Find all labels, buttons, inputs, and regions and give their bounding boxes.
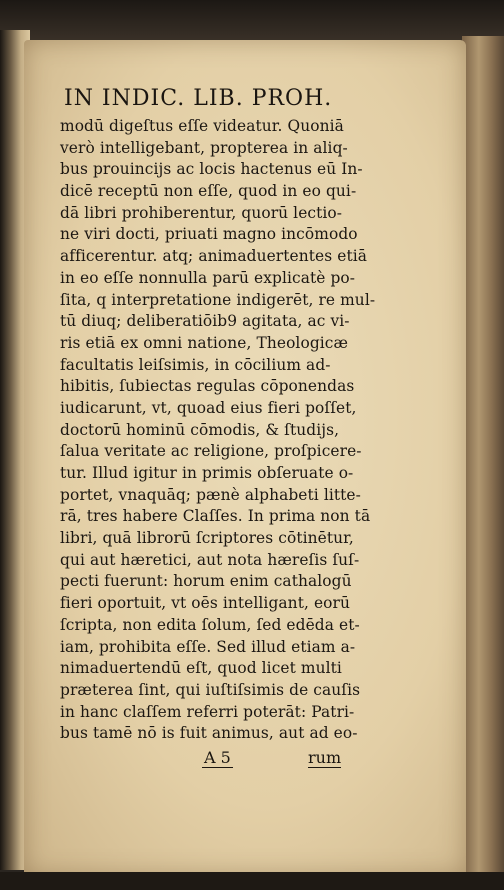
scan-background-top <box>0 0 504 42</box>
text-line: tur. Illud igitur in primis obſeruate o- <box>60 464 354 482</box>
text-line: tū diuq; deliberatiōib9 agitata, ac vi- <box>60 312 350 331</box>
text-line: facultatis leiſsimis, in cōcilium ad- <box>60 355 331 374</box>
text-line: fieri oportuit, vt oēs intelligant, eorū <box>60 594 351 613</box>
scan-background-bottom <box>0 872 504 890</box>
text-line: doctorū hominū cōmodis, & ſtudijs, <box>60 420 340 439</box>
text-line: iudicarunt, vt, quoad eius fieri poſſet, <box>60 398 357 417</box>
text-line: modū digeſtus eſſe videatur. Quoniā <box>60 117 344 135</box>
text-line: nimaduertendū eſt, quod licet multi <box>60 659 342 678</box>
text-line: dicē receptū non eſſe, quod in eo qui- <box>60 182 357 201</box>
text-line: hibitis, ſubiectas regulas cōponendas <box>60 377 355 396</box>
body-text <box>60 116 440 745</box>
text-line: præterea ſint, qui iuſtiſsimis de cauſis <box>60 680 361 699</box>
text-line: bus prouincijs ac locis hactenus eū In- <box>60 160 363 179</box>
text-line: ſita, q interpretatione indigerēt, re mul- <box>60 290 376 309</box>
text-line: afficerentur. atq; animaduertentes etiā <box>60 247 368 266</box>
page-footer <box>180 748 380 772</box>
text-line: in hanc claſſem referri poterāt: Patri- <box>60 702 355 721</box>
text-line: verò intelligebant, propterea in aliq- <box>60 138 348 157</box>
text-line: qui aut hæretici, aut nota hæreſis ſuſ- <box>60 550 360 569</box>
text-line: ſalua veritate ac religione, proſpicere- <box>60 442 362 461</box>
text-line: ris etiā ex omni natione, Theologicæ <box>60 333 349 352</box>
text-line: pecti fuerunt: horum enim cathalogū <box>60 572 352 591</box>
text-line: iam, prohibita eſſe. Sed illud etiam a- <box>60 637 356 656</box>
text-line: dā libri prohiberentur, quorū lectio- <box>60 203 343 222</box>
text-line: rā, tres habere Claſſes. In prima non tā <box>60 507 371 526</box>
text-line: ne viri docti, priuati magno incōmodo <box>60 225 358 244</box>
text-line: portet, vnaquāq; pænè alphabeti litte- <box>60 485 361 504</box>
catchword: rum <box>308 748 342 767</box>
signature-mark: A 5 <box>204 748 231 767</box>
text-line: in eo eſſe nonnulla parū explicatè po- <box>60 268 356 287</box>
page-stack-edge <box>462 36 504 876</box>
text-line: bus tamē nō is fuit animus, aut ad eo- <box>60 724 358 743</box>
running-head: IN INDIC. LIB. PROH. <box>64 86 333 111</box>
text-line: ſcripta, non edita ſolum, ſed edēda et- <box>60 615 360 634</box>
text-line: libri, quā librorū ſcriptores cōtinētur, <box>60 529 354 548</box>
